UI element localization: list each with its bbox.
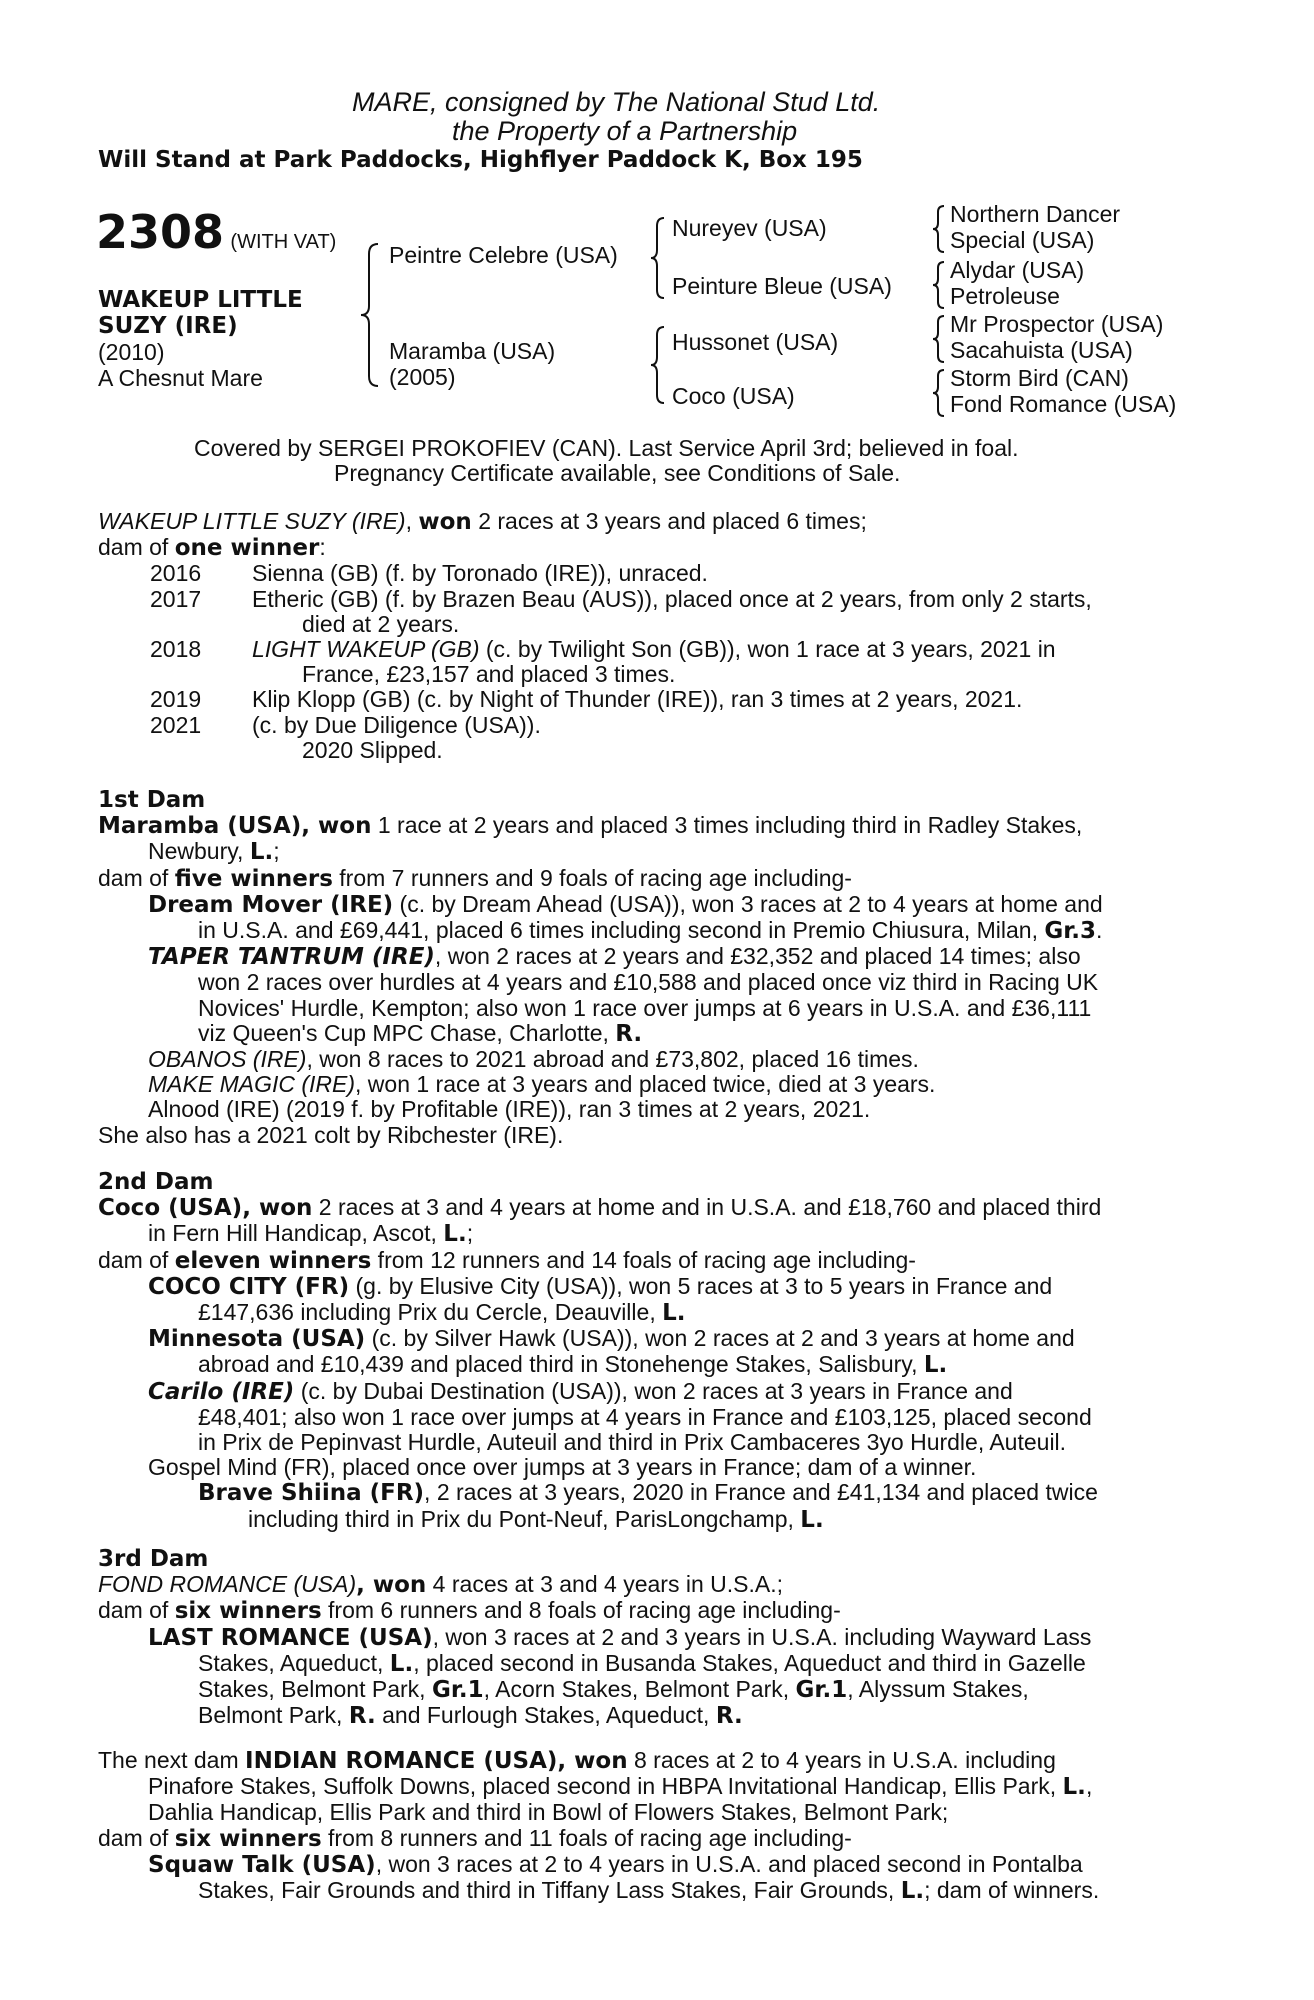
consignment-line: MARE, consigned by The National Stud Ltd. [352,87,881,117]
pedigree-dam: Maramba (USA) [389,338,556,364]
progeny-name: Dream Mover (IRE) [148,891,394,918]
horse-year: (2010) [98,339,165,365]
produce-text: (c. by Twilight Son (GB)), won 1 race at 3 years, 2021 in [479,636,1056,663]
progeny-name: LAST ROMANCE (USA) [148,1624,433,1651]
second-dam-section: 2nd Dam Coco (USA), won 2 races at 3 and 4 years at home and in U.S.A. and £18,760 and placed third in Fern Hill Handicap, Ascot, L.; dam of eleven winners from 12 runners and 14 foals of racing age including- COCO CITY (FR) (g. by Elusive City (USA)), won 5 races at 3 to 5 years in France and £147,636 including Prix du Cercle, Deauville, L. Minnesota (USA) (c. by Silver Hawk (USA)), won 2 races at 2 and 3 years at home and abroad and £10,439 and placed third in Stonehenge Stakes, Salisbury, L. Carilo (IRE) (c. by Dubai Destination (USA)), won 2 races at 3 years in France and £48,401; also won 1 race over jumps at 4 years in France and £103,125, placed second in Prix de Pepinvast Hurdle, Auteuil and third in Prix Cambaceres 3yo Hurdle, Auteuil. Gospel Mind (FR), placed once over jumps at 3 years in France; dam of a winner. Brave Shiina (FR), 2 races at 3 years, 2020 in France and £41,134 and placed twice including third in Prix du Pont-Neuf, ParisLongchamp, L. [98,1170,1200,1533]
first-dam-section: 1st Dam Maramba (USA), won 1 race at 2 years and placed 3 times including third in Radley Stakes, Newbury, L.; dam of five winners from 7 runners and 9 foals of racing age including- Dream Mover (IRE) (c. by Dream Ahead (USA)), won 3 races at 2 to 4 years at home and in U.S.A. and £69,441, placed 6 times including second in Premio Chiusura, Milan, Gr.3. TAPER TANTRUM (IRE), won 2 races at 2 years and £32,352 and placed 14 times; also won 2 races over hurdles at 4 years and £10,588 and placed once viz third in Racing UK Novices' Hurdle, Kempton; also won 1 race over jumps at 6 years in U.S.A. and £36,111 viz Queen's Cup MPC Chase, Charlotte, R. OBANOS (IRE), won 8 races to 2021 abroad and £73,802, placed 16 times. MAKE MAGIC (IRE), won 1 race at 3 years and placed twice, died at 3 years. Alnood (IRE) (2019 f. by Profitable (IRE)), ran 3 times at 2 years, 2021. She also has a 2021 colt by Ribchester (IRE). [98,788,1200,1148]
lot-number [96,205,337,259]
progeny-name: Minnesota (USA) [148,1326,366,1353]
next-dam-section: The next dam INDIAN ROMANCE (USA), won 8 races at 2 to 4 years in U.S.A. including Pinafore Stakes, Suffolk Downs, placed second in HBPA Invitational Handicap, Ellis Park, L., Dahlia Handicap, Ellis Park and third in Bowl of Flowers Stakes, Belmont Park; dam of six winners from 8 runners and 11 foals of racing age including- Squaw Talk (USA), won 3 races at 2 to 4 years in U.S.A. and placed second in Pontalba Stakes, Fair Grounds and third in Tiffany Lass Stakes, Fair Grounds, L.; dam of winners. [98,1747,1100,1905]
pedigree-sire-dam: Peinture Bleue (USA) [672,273,892,299]
pedigree-dsd: Sacahuista (USA) [950,337,1133,363]
pedigree-brace-ds [932,314,946,364]
vat-label: (WITH VAT) [230,231,337,253]
progeny-name: Brave Shiina (FR) [198,1480,425,1507]
progeny-entry: Gospel Mind (FR), placed once over jumps at 3 years in France; dam of a winner. [148,1454,977,1481]
produce-list [98,561,1200,763]
pregnancy-note: Pregnancy Certificate available, see Conditions of Sale. [334,460,901,486]
produce-row [98,687,1200,712]
produce-row [98,561,1200,586]
progeny-name: TAPER TANTRUM (IRE) [148,944,435,971]
next-dam-winners: six winners [174,1825,322,1852]
property-line: the Property of a Partnership [452,116,798,146]
first-dam-heading: 1st Dam [98,787,206,813]
mare-name: WAKEUP LITTLE SUZY (IRE) [98,508,406,534]
horse-description: A Chesnut Mare [98,365,263,391]
produce-year: 2017 [150,585,202,612]
first-dam-winners: five winners [174,865,333,892]
lot-number-value: 2308 [96,205,225,259]
produce-text-cont: died at 2 years. [302,610,460,637]
third-dam-heading: 3rd Dam [98,1546,209,1572]
produce-row [98,713,1200,763]
produce-text: (c. by Due Diligence (USA)). [252,711,541,738]
progeny-name: OBANOS (IRE) [148,1046,307,1073]
first-dam-note: She also has a 2021 colt by Ribchester (IRE). [98,1121,564,1148]
pedigree-brace-dam [650,325,666,405]
progeny-entry: Alnood (IRE) (2019 f. by Profitable (IRE)), ran 3 times at 2 years, 2021. [148,1096,871,1123]
mare-winners: one winner [174,535,320,562]
progeny-name: COCO CITY (FR) [148,1273,350,1300]
pedigree-brace-dd [932,368,946,418]
pedigree-dam-sire: Hussonet (USA) [672,329,839,355]
produce-text-cont: France, £23,157 and placed 3 times. [302,661,676,688]
pedigree-sire: Peintre Celebre (USA) [389,242,618,268]
mare-record: WAKEUP LITTLE SUZY (IRE), won 2 races at 3 years and placed 6 times; dam of one winner: 2016 Sienna (GB) (f. by Toronado (IRE)), unraced. 2017 Etheric (GB) (f. by Brazen Beau (AUS)), placed once at 2 years, from only 2 starts, died at 2 years. 2018 LIGHT WAKEUP (GB) (c. by Twilight Son (GB)), won 1 race at 3 years, 2021 in France, £23,157 and placed 3 times. 2019 Klip Klopp (GB) (c. by Night of Thunder (IRE)), ran 3 times at 2 years, 2021. 2021 (c. by Due Diligence (USA)). 2020 Slipped. [98,509,1200,763]
second-dam-winners: eleven winners [174,1247,372,1274]
produce-name: LIGHT WAKEUP (GB) [252,636,480,663]
pedigree-brace-ss [932,204,946,254]
mare-record-text: 2 races at 3 years and placed 6 times; [471,508,867,534]
stand-location: Will Stand at Park Paddocks, Highflyer Paddock K, Box 195 [98,147,863,173]
third-dam-winners: six winners [174,1598,322,1625]
pedigree-dss: Mr Prospector (USA) [950,311,1164,337]
produce-row [98,637,1200,687]
pedigree-sire-sire: Nureyev (USA) [672,215,827,241]
horse-name-line1: WAKEUP LITTLE [98,287,303,313]
pedigree-sdd: Petroleuse [950,283,1060,309]
pedigree-brace-sd [932,260,946,310]
second-dam-heading: 2nd Dam [98,1169,214,1195]
progeny-name: Carilo (IRE) [148,1378,295,1405]
produce-text-cont: 2020 Slipped. [302,736,443,763]
produce-text: Etheric (GB) (f. by Brazen Beau (AUS)), placed once at 2 years, from only 2 starts, [252,585,1092,612]
produce-year: 2019 [150,686,202,713]
third-dam-section: 3rd Dam FOND ROMANCE (USA), won 4 races at 3 and 4 years in U.S.A.; dam of six winners from 6 runners and 8 foals of racing age including- LAST ROMANCE (USA), won 3 races at 2 and 3 years in U.S.A. including Wayward Lass Stakes, Aqueduct, L., placed second in Busanda Stakes, Aqueduct and third in Gazelle Stakes, Belmont Park, Gr.1, Acorn Stakes, Belmont Park, Gr.1, Alyssum Stakes, Belmont Park, R. and Furlough Stakes, Aqueduct, R. [98,1547,1200,1729]
horse-name-line2: SUZY (IRE) [98,313,238,339]
pedigree-sss: Northern Dancer [950,201,1121,227]
next-dam-name: INDIAN ROMANCE (USA) [245,1748,558,1774]
progeny-name: MAKE MAGIC (IRE) [148,1071,356,1098]
produce-row [98,587,1200,637]
produce-year: 2016 [150,560,202,587]
third-dam-name: FOND ROMANCE (USA) [98,1571,357,1598]
produce-year: 2021 [150,711,202,738]
produce-year: 2018 [150,636,202,663]
progeny-name: Squaw Talk (USA) [148,1851,376,1878]
produce-text: Sienna (GB) (f. by Toronado (IRE)), unraced. [252,560,708,587]
pedigree-brace-sire [650,216,666,300]
mare-won: won [418,509,472,535]
pedigree-ddd: Fond Romance (USA) [950,391,1177,417]
pedigree-dam-dam: Coco (USA) [672,383,795,409]
pedigree-ssd: Special (USA) [950,227,1095,253]
second-dam-name: Coco (USA) [98,1195,243,1222]
produce-text: Klip Klopp (GB) (c. by Night of Thunder (IRE)), ran 3 times at 2 years, 2021. [252,686,1023,713]
mare-dam-of: dam of [98,534,175,561]
pedigree-sds: Alydar (USA) [950,257,1085,283]
first-dam-name: Maramba (USA) [98,813,302,840]
pedigree-brace-gen1 [360,242,380,388]
pedigree-dam-year: (2005) [389,364,456,390]
pedigree-dds: Storm Bird (CAN) [950,365,1129,391]
covering-info: Covered by SERGEI PROKOFIEV (CAN). Last Service April 3rd; believed in foal. [194,435,1019,461]
